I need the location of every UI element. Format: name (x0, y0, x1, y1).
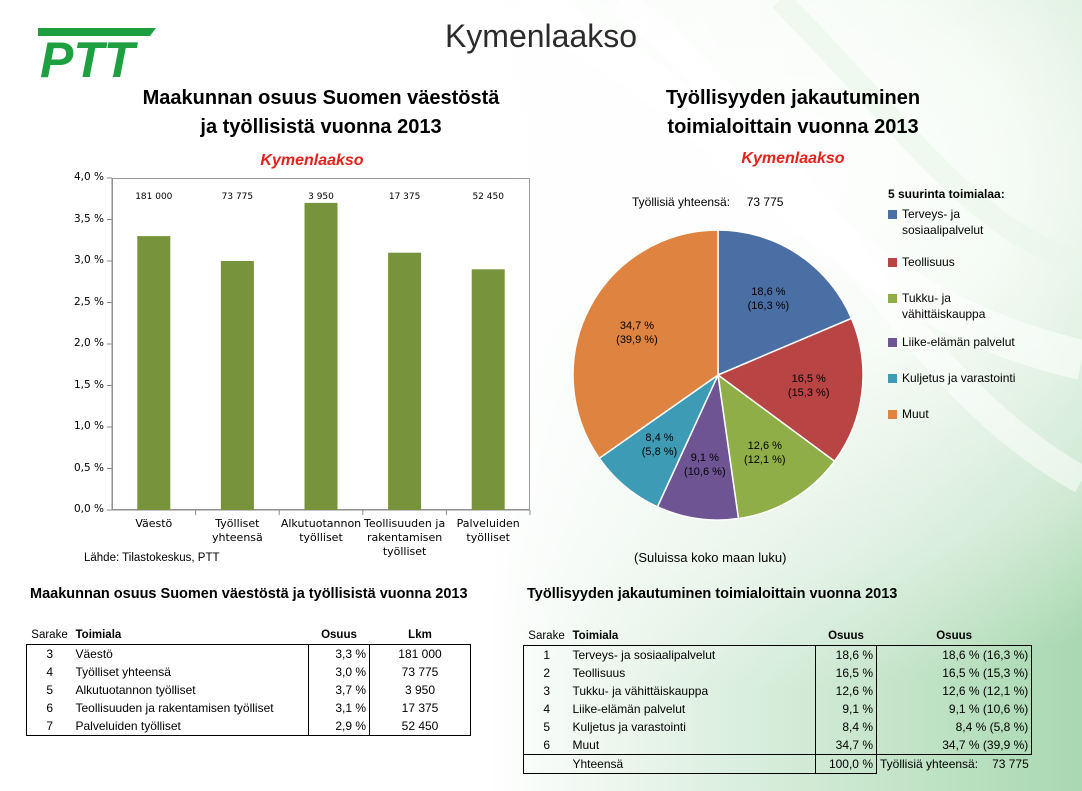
pie-slice-value: 12,6 % (747, 440, 782, 453)
cell-osuus-kokomaa: 18,6 % (16,3 %) (877, 646, 1032, 665)
table-row (27, 663, 471, 681)
legend-item (888, 370, 1078, 386)
legend-swatch (888, 410, 897, 419)
cell-osuus-kokomaa: 12,6 % (12,1 %) (877, 682, 1032, 700)
y-tick-label: 0,0 % (73, 503, 104, 515)
x-category-label (364, 517, 446, 559)
cell-toimiala: Työlliset yhteensä (73, 663, 309, 681)
x-category-label (280, 517, 362, 545)
pie-slice-national: (39,9 %) (616, 333, 658, 346)
legend-item (888, 290, 1078, 322)
pie-chart-subtitle: Kymenlaakso (741, 150, 845, 167)
cell-osuus: 3,3 % (309, 645, 370, 664)
cell-sarake: 1 (524, 646, 570, 665)
x-category-line: Alkutuotannon (280, 517, 362, 530)
legend-item (888, 334, 1078, 350)
legend-swatch (888, 374, 897, 383)
total-label: Yhteensä (570, 755, 816, 774)
pie-slice-label (774, 372, 844, 400)
bar-chart-title: Maakunnan osuus Suomen väestöstä ja työllisistä vuonna 2013 (142, 87, 500, 138)
pie-slice-value: 18,6 % (751, 285, 786, 298)
total-value: 100,0 % (816, 755, 877, 774)
legend-text (902, 406, 929, 422)
table-row (27, 681, 471, 699)
pie-slice-value: 9,1 % (690, 452, 719, 465)
x-category-line: työlliset (299, 531, 343, 544)
cell-osuus-kokomaa: 16,5 % (15,3 %) (877, 664, 1032, 682)
legend-text (902, 254, 955, 270)
bar-data-label: 181 000 (135, 192, 173, 202)
table1-header-toimiala: Toimiala (75, 629, 122, 641)
cell-lkm: 73 775 (370, 663, 471, 681)
legend-label: Liike-elämän palvelut (902, 335, 1015, 349)
cell-osuus: 3,0 % (309, 663, 370, 681)
table-row (27, 645, 471, 664)
table-row (27, 717, 471, 736)
total-extra-value: 73 775 (992, 757, 1029, 772)
x-category-label (447, 517, 529, 545)
x-category-line: Työlliset (215, 517, 260, 530)
table2-header-osuus-2: Osuus (936, 630, 973, 642)
total-extra-label: Työllisiä yhteensä: (880, 757, 979, 772)
total-extra (877, 755, 1032, 774)
pie-slice-label (733, 285, 803, 313)
legend-text (902, 290, 985, 322)
legend-swatch (888, 258, 897, 267)
cell-sarake: 7 (27, 717, 73, 736)
cell-sarake: 6 (524, 736, 570, 755)
cell-toimiala: Teollisuus (570, 664, 816, 682)
x-category-line: työlliset (382, 545, 427, 558)
bar-data-label: 3 950 (308, 192, 334, 202)
y-tick-label: 0,5 % (73, 461, 104, 474)
bar-data-label: 17 375 (388, 192, 421, 202)
table-total-row (524, 755, 1032, 774)
legend-text (902, 370, 1015, 386)
y-tick-label: 2,0 % (73, 337, 104, 349)
cell-sarake: 2 (524, 664, 570, 682)
cell-sarake: 6 (27, 699, 73, 717)
page-title: Kymenlaakso (444, 18, 638, 54)
table2-title: Työllisyyden jakautuminen toimialoittain vuonna 2013 (527, 586, 898, 602)
cell-toimiala: Alkutuotannon työlliset (73, 681, 309, 699)
legend-item (888, 406, 1078, 422)
bar (221, 261, 254, 510)
legend-text (902, 334, 1015, 350)
cell-osuus: 3,1 % (309, 699, 370, 717)
bar-data-label: 73 775 (221, 192, 254, 202)
table2-header-sarake: Sarake (528, 630, 565, 642)
table1-header-lkm: Lkm (408, 629, 432, 641)
cell-toimiala: Terveys- ja sosiaalipalvelut (570, 646, 816, 665)
table2-header-osuus: Osuus (828, 630, 864, 642)
table-row (524, 700, 1032, 718)
pie-slice-label (602, 319, 672, 347)
cell-sarake: 4 (524, 700, 570, 718)
legend-item (888, 254, 1078, 270)
x-category-line: työlliset (466, 531, 510, 544)
cell-osuus-kokomaa: 9,1 % (10,6 %) (877, 700, 1032, 718)
cell-osuus: 16,5 % (816, 664, 877, 682)
table1-title: Maakunnan osuus Suomen väestöstä ja työllisistä vuonna 2013 (30, 586, 468, 602)
pie-slice-national: (10,6 %) (684, 466, 726, 479)
legend-label: vähittäiskauppa (902, 307, 986, 321)
x-category-label (196, 517, 278, 545)
cell-sarake: 3 (27, 645, 73, 664)
cell-toimiala: Teollisuuden ja rakentamisen työlliset (73, 699, 309, 717)
pie-chart-title: Työllisyyden jakautuminen toimialoittain vuonna 2013 (665, 87, 921, 138)
pie-slice-national: (16,3 %) (747, 299, 790, 312)
cell-osuus-kokomaa: 8,4 % (5,8 %) (877, 718, 1032, 736)
table-row (524, 718, 1032, 736)
cell-toimiala: Väestö (73, 645, 309, 664)
table-row (27, 699, 471, 717)
cell-sarake: 3 (524, 682, 570, 700)
cell-osuus: 8,4 % (816, 718, 877, 736)
table2 (523, 627, 1032, 774)
y-tick-label: 4,0 % (73, 171, 104, 183)
legend-swatch (888, 294, 897, 303)
pie-legend (888, 187, 1078, 422)
y-tick-label: 3,0 % (73, 254, 104, 266)
table-row (524, 664, 1032, 682)
legend-label: Teollisuus (902, 255, 955, 269)
y-tick-label: 1,5 % (73, 378, 104, 391)
x-category-line: rakentamisen (366, 531, 443, 544)
legend-label: Terveys- ja (902, 207, 961, 221)
cell-toimiala: Muut (570, 736, 816, 755)
y-tick-label: 3,5 % (73, 212, 104, 225)
cell-lkm: 52 450 (370, 717, 471, 736)
bar (305, 203, 338, 510)
legend-label: Muut (902, 407, 929, 421)
table2-header-toimiala: Toimiala (572, 630, 619, 642)
cell-lkm: 3 950 (370, 681, 471, 699)
legend-item (888, 206, 1078, 238)
pie-slice-national: (12,1 %) (743, 454, 786, 467)
table1-header-sarake: Sarake (31, 629, 68, 641)
cell-toimiala: Kuljetus ja varastointi (570, 718, 816, 736)
table-row (524, 646, 1032, 665)
cell-osuus: 3,7 % (309, 681, 370, 699)
y-tick-label: 2,5 % (73, 295, 104, 308)
pie-total (632, 195, 783, 209)
y-tick-label: 1,0 % (73, 420, 104, 432)
cell-toimiala: Liike-elämän palvelut (570, 700, 816, 718)
pie-slice-label (730, 439, 800, 467)
x-category-line: Palveluiden (456, 517, 520, 530)
legend-swatch (888, 210, 897, 219)
bar-data-label: 52 450 (472, 192, 504, 202)
cell-osuus-kokomaa: 34,7 % (39,9 %) (877, 736, 1032, 755)
cell-osuus: 34,7 % (816, 736, 877, 755)
bar (137, 236, 170, 510)
cell-osuus: 2,9 % (309, 717, 370, 736)
legend-text (902, 206, 983, 238)
table1-header-osuus: Osuus (321, 629, 357, 641)
pie-slice-value: 16,5 % (791, 372, 826, 385)
legend-title: 5 suurinta toimialaa: (888, 187, 1005, 201)
cell-osuus: 18,6 % (816, 646, 877, 665)
cell-sarake: 5 (524, 718, 570, 736)
cell-toimiala: Tukku- ja vähittäiskauppa (570, 682, 816, 700)
x-category-label (113, 517, 195, 531)
svg-text:PTT: PTT (40, 32, 135, 80)
pie-slice-national: (5,8 %) (641, 446, 678, 459)
table-row (524, 682, 1032, 700)
pie-slice-label (625, 431, 695, 459)
cell-lkm: 17 375 (370, 699, 471, 717)
legend-swatch (888, 338, 897, 347)
pie-slice-value: 34,7 % (619, 319, 655, 332)
x-category-line: Väestö (135, 517, 173, 530)
bar (388, 253, 421, 510)
table1 (26, 626, 471, 736)
cell-sarake: 4 (27, 663, 73, 681)
x-category-line: yhteensä (212, 531, 263, 544)
bar-chart-subtitle: Kymenlaakso (260, 152, 364, 169)
pie-total-value: 73 775 (746, 195, 784, 209)
cell-empty (524, 755, 570, 774)
pie-slice-national: (15,3 %) (787, 386, 830, 399)
cell-osuus: 12,6 % (816, 682, 877, 700)
x-category-line: Teollisuuden ja (363, 517, 446, 530)
cell-toimiala: Palveluiden työlliset (73, 717, 309, 736)
cell-lkm: 181 000 (370, 645, 471, 664)
cell-osuus: 9,1 % (816, 700, 877, 718)
cell-sarake: 5 (27, 681, 73, 699)
bar (472, 269, 505, 510)
table-row (524, 736, 1032, 755)
pie-total-label: Työllisiä yhteensä: (632, 195, 731, 209)
pie-note: (Suluissa koko maan luku) (634, 550, 787, 565)
pie-slice-value: 8,4 % (645, 432, 674, 445)
legend-label: Tukku- ja (902, 291, 951, 305)
chart-source: Lähde: Tilastokeskus, PTT (84, 552, 220, 564)
legend-label: sosiaalipalvelut (902, 223, 984, 237)
legend-label: Kuljetus ja varastointi (902, 371, 1016, 385)
